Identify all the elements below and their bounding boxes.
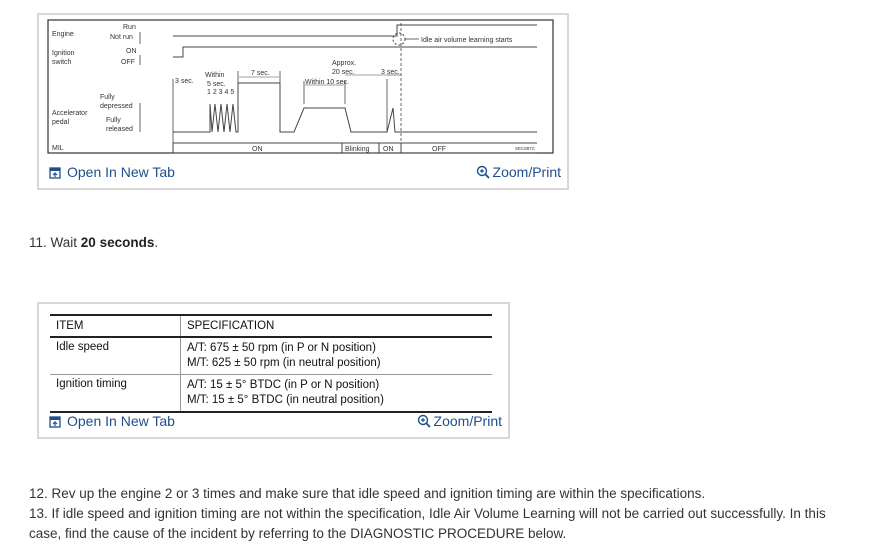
figure-footer — [39, 158, 567, 188]
open-new-tab-link[interactable] — [49, 413, 175, 429]
switch-label: switch — [52, 59, 72, 66]
presses-label: 1 2 3 4 5 — [207, 89, 235, 96]
pedal-label: pedal — [52, 119, 70, 126]
timing-chart-figure — [37, 13, 569, 190]
seven-sec-label: 7 sec. — [251, 70, 270, 77]
step-12: 12. Rev up the engine 2 or 3 times and make sure that idle speed and ignition timing are within the specifications. — [29, 486, 706, 501]
run-label: Run — [123, 24, 136, 31]
three-sec-a-label: 3 sec. — [175, 78, 194, 85]
open-new-tab-label: Open In New Tab — [67, 413, 175, 429]
off-label: OFF — [121, 59, 135, 66]
table-row — [50, 337, 492, 375]
released-label: released — [106, 126, 133, 133]
fully2-label: Fully — [106, 117, 121, 124]
table-header-item: ITEM — [50, 315, 181, 337]
fully-label: Fully — [100, 94, 115, 101]
spec-line: A/T: 675 ± 50 rpm (in P or N position) — [187, 342, 376, 354]
ignition-waveform — [173, 47, 537, 57]
engine-label: Engine — [52, 31, 74, 38]
mil-label: MIL — [52, 145, 64, 152]
zoom-print-link[interactable] — [417, 413, 502, 429]
table-cell-item: Idle speed — [50, 337, 181, 375]
on-label: ON — [126, 48, 137, 55]
approx-label: Approx. — [332, 60, 357, 67]
twenty-sec-label: 20 sec. — [332, 69, 355, 76]
spec-table-figure — [37, 302, 510, 439]
engine-waveform — [173, 25, 537, 36]
within-10-label: Within 10 sec. — [305, 79, 349, 86]
step-13-line-2: case, find the cause of the incident by referring to the DIAGNOSTIC PROCEDURE below. — [29, 526, 567, 541]
open-new-tab-icon — [49, 416, 61, 428]
timing-chart-diagram — [47, 19, 559, 159]
zoom-print-label: Zoom/Print — [433, 413, 502, 429]
open-new-tab-icon — [49, 167, 61, 179]
open-new-tab-link[interactable] — [49, 164, 175, 180]
step-11-bold: 20 seconds — [80, 235, 155, 250]
mil-off-label: OFF — [432, 146, 446, 153]
table-header-spec: SPECIFICATION — [181, 315, 493, 337]
zoom-in-icon — [417, 414, 431, 428]
zoom-in-icon — [476, 165, 490, 179]
idle-air-label: Idle air volume learning starts — [421, 37, 513, 44]
open-new-tab-label: Open In New Tab — [67, 164, 175, 180]
mil-on2-label: ON — [383, 146, 394, 153]
mil-on-label: ON — [252, 146, 263, 153]
table-cell-item: Ignition timing — [50, 375, 181, 413]
spec-line: M/T: 15 ± 5° BTDC (in neutral position) — [187, 394, 384, 406]
step-11-text: Wait — [50, 235, 78, 250]
step-11-end: . — [154, 235, 159, 250]
within-label: Within — [205, 72, 225, 79]
figure-code-label: SEC897C — [515, 146, 536, 151]
step-11-number: 11. — [29, 235, 47, 250]
spec-table — [50, 314, 492, 413]
learning-start-marker — [393, 33, 405, 45]
not-run-label: Not run — [110, 34, 133, 41]
step-13-line-1: 13. If idle speed and ignition timing are not within the specification, Idle Air Volume Learning will not be carried out successfully. In this — [29, 506, 826, 521]
zoom-print-link[interactable] — [476, 164, 561, 180]
spec-line: A/T: 15 ± 5° BTDC (in P or N position) — [187, 379, 380, 391]
depressed-label: depressed — [100, 103, 133, 110]
zoom-print-label: Zoom/Print — [492, 164, 561, 180]
mil-blinking-label: Blinking — [345, 146, 370, 153]
accelerator-label: Accelerator — [52, 110, 88, 117]
ignition-label: Ignition — [52, 50, 75, 57]
step-11 — [29, 235, 158, 250]
five-sec-label: 5 sec. — [207, 81, 226, 88]
three-sec-b-label: 3 sec. — [381, 69, 400, 76]
spec-line: M/T: 625 ± 50 rpm (in neutral position) — [187, 357, 381, 369]
figure-footer — [39, 407, 508, 437]
table-cell-spec — [181, 337, 493, 375]
